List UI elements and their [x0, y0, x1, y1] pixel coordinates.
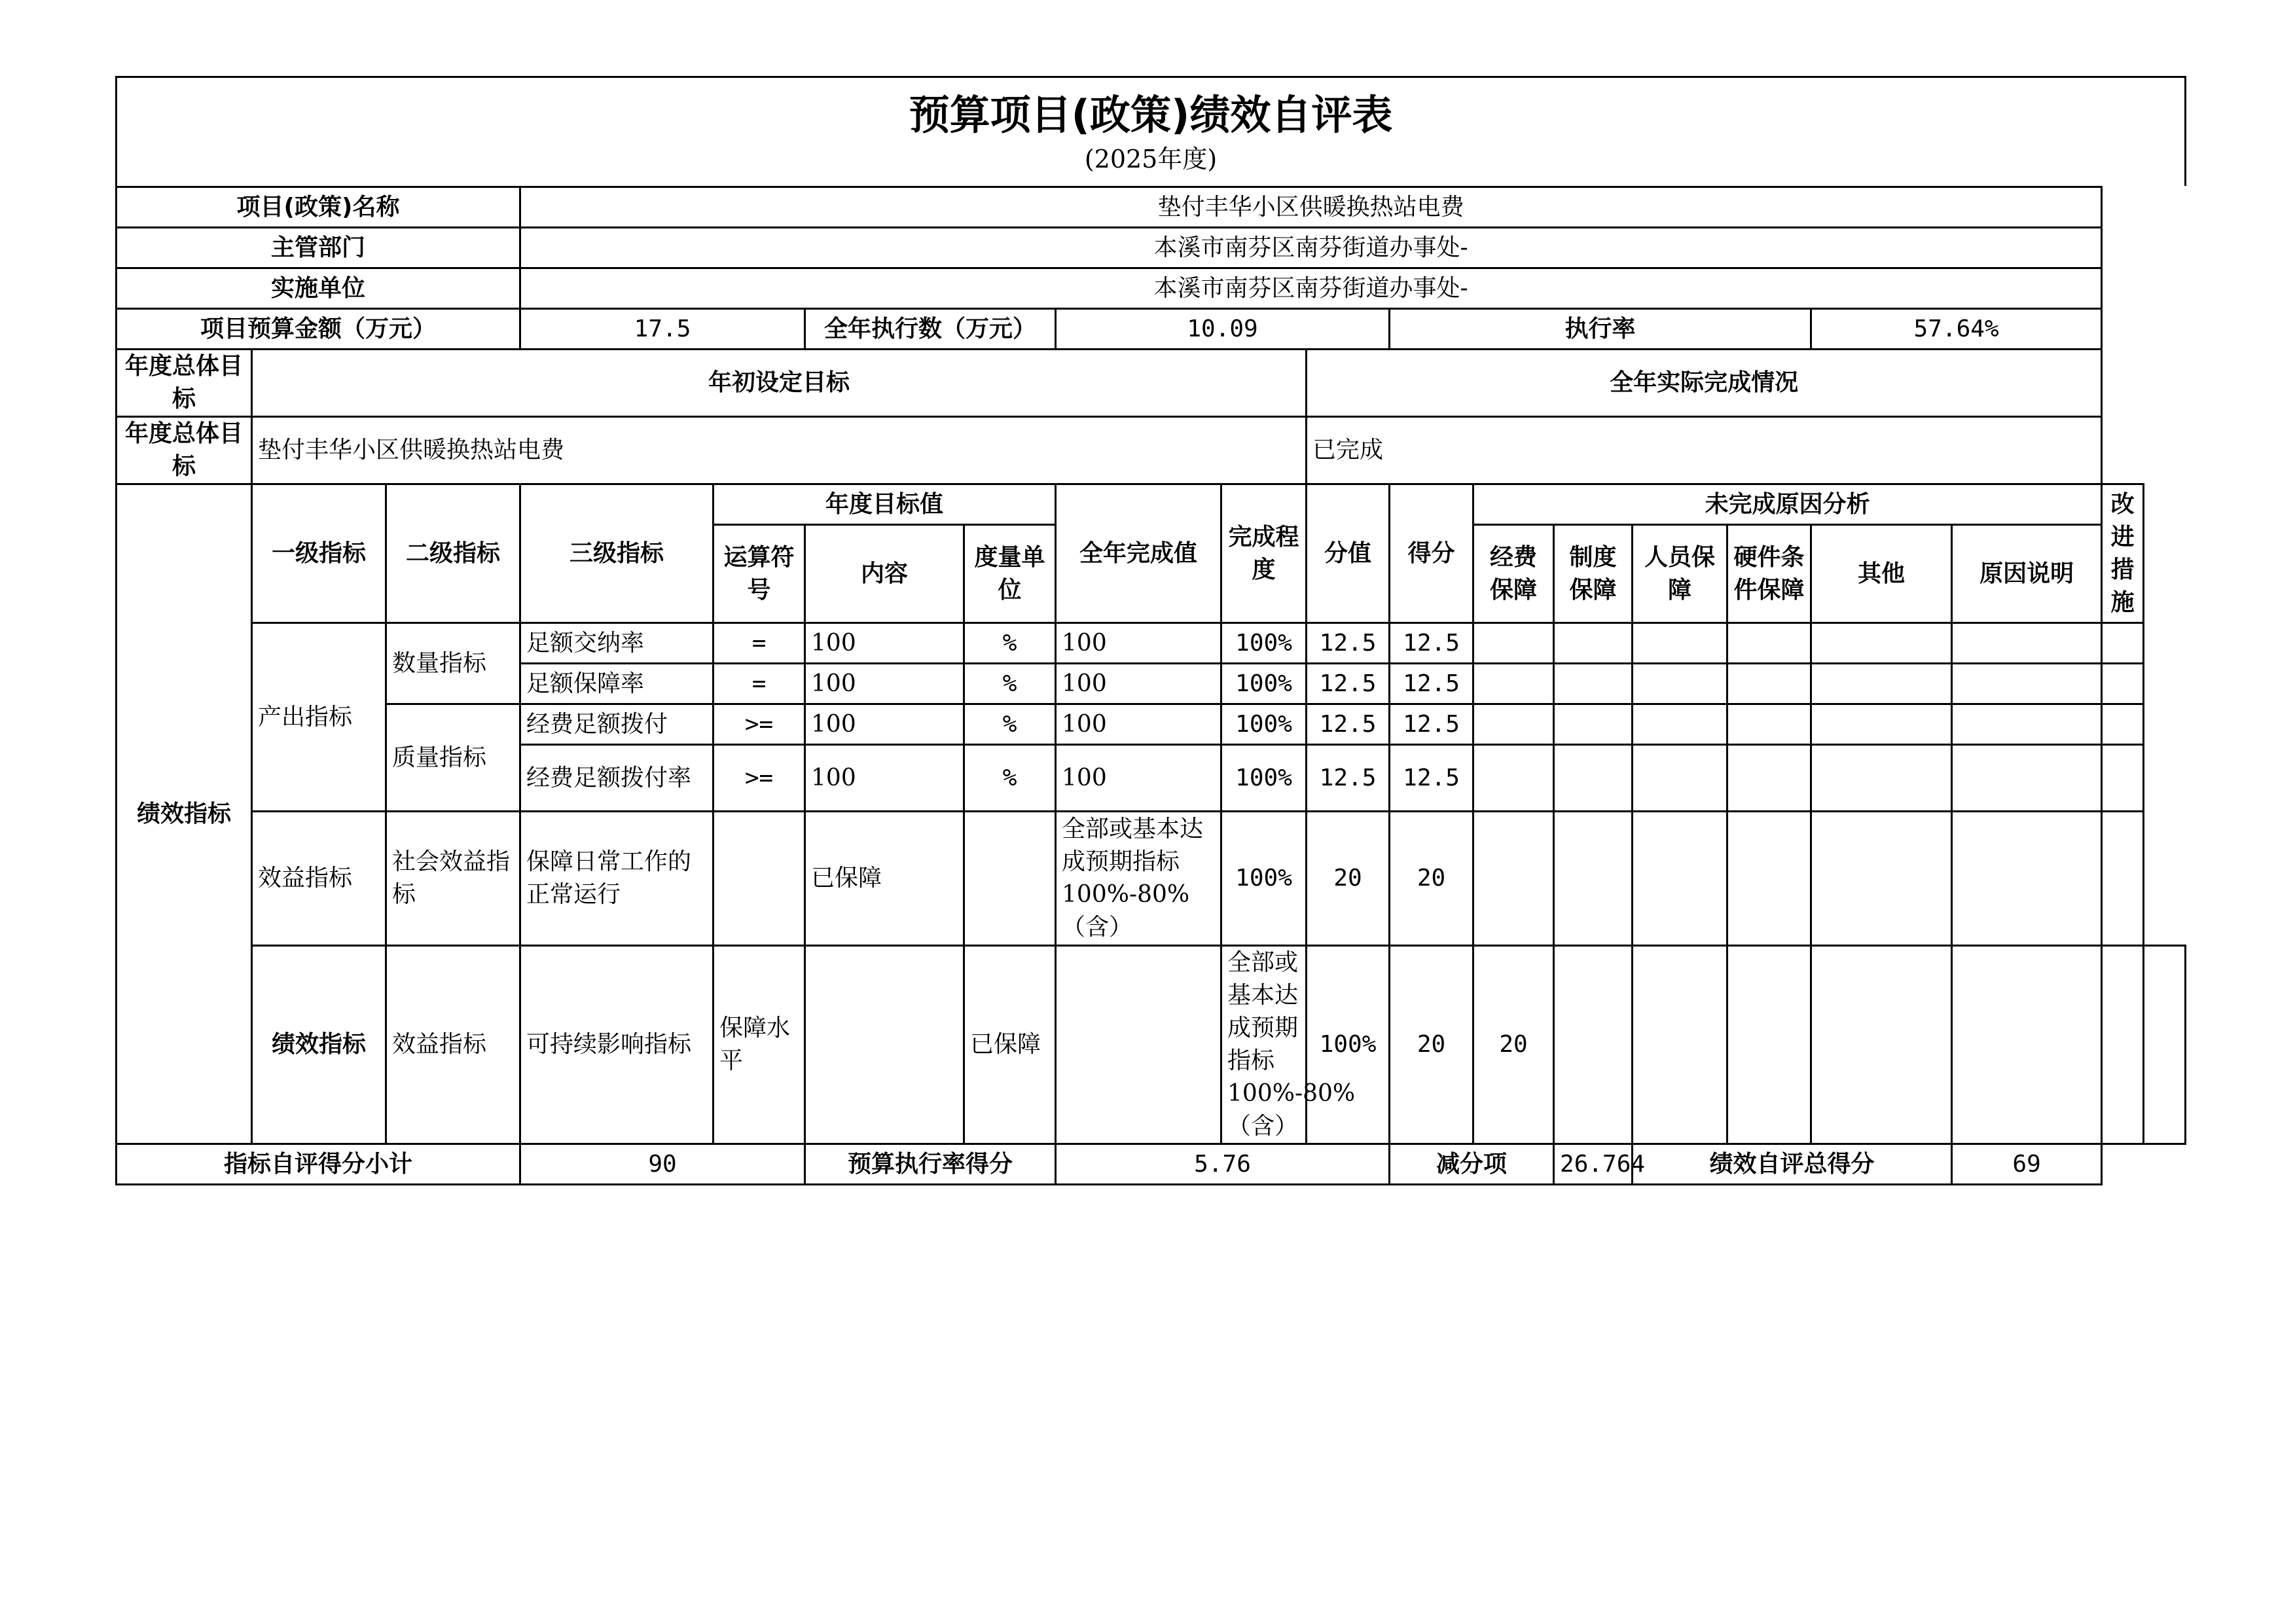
empty-cell	[1811, 812, 1952, 946]
level3-cell: 足额保障率	[520, 664, 714, 704]
score-value-cell: 12.5	[1307, 745, 1390, 812]
content-cell: 100	[805, 623, 964, 664]
actual-completion-header: 全年实际完成情况	[1307, 350, 2102, 417]
empty-cell	[1473, 664, 1554, 704]
empty-cell	[1473, 704, 1554, 745]
empty-cell	[1554, 623, 1633, 664]
hardware-header: 硬件条件保障	[1727, 525, 1811, 623]
summary-row	[117, 1144, 2186, 1185]
social-indicator: 社会效益指标	[386, 812, 520, 946]
evaluation-table	[115, 186, 2186, 1185]
goal-header-row	[117, 350, 2186, 417]
deduction-label: 减分项	[1390, 1144, 1554, 1185]
annual-value-cell: 全部或基本达成预期指标100%-80%（含）	[1221, 946, 1307, 1144]
score-cell: 20	[1473, 946, 1554, 1144]
operator-cell	[714, 812, 805, 946]
score-cell: 20	[1390, 812, 1473, 946]
score-cell: 12.5	[1390, 664, 1473, 704]
actual-completion-text: 已完成	[1307, 417, 2102, 484]
empty-cell	[1554, 812, 1633, 946]
perf-indicator-label: 绩效指标	[117, 484, 252, 1144]
total-score-value: 69	[1952, 1144, 2102, 1185]
system-header: 制度保障	[1554, 525, 1633, 623]
operator-cell	[805, 946, 964, 1144]
empty-cell	[1952, 812, 2102, 946]
subtotal-label: 指标自评得分小计	[117, 1144, 520, 1185]
empty-cell	[2144, 946, 2186, 1144]
empty-cell	[2102, 946, 2144, 1144]
empty-cell	[1811, 946, 1952, 1144]
operator-cell: =	[714, 664, 805, 704]
impl-unit-row	[117, 268, 2186, 309]
project-name-row	[117, 187, 2186, 228]
empty-cell	[1952, 664, 2102, 704]
level1-header: 一级指标	[252, 484, 386, 623]
annual-goal-label-2: 年度总体目标	[117, 417, 252, 484]
empty-cell	[2102, 704, 2144, 745]
operator-cell: >=	[714, 745, 805, 812]
empty-cell	[1811, 745, 1952, 812]
empty-cell	[1633, 946, 1727, 1144]
goal-content-row	[117, 417, 2186, 484]
unit-cell: %	[964, 704, 1056, 745]
benefit-indicator-2: 效益指标	[386, 946, 520, 1144]
score-cell: 12.5	[1390, 623, 1473, 664]
empty-cell	[2102, 623, 2144, 664]
unit-cell: %	[964, 664, 1056, 704]
personnel-header: 人员保障	[1633, 525, 1727, 623]
content-cell: 已保障	[805, 812, 964, 946]
table-row	[117, 704, 2186, 745]
empty-cell	[1633, 745, 1727, 812]
table-row	[117, 623, 2186, 664]
annual-value-cell: 100	[1056, 704, 1221, 745]
annual-value-cell: 100	[1056, 623, 1221, 664]
content-cell: 100	[805, 704, 964, 745]
empty-cell	[1554, 745, 1633, 812]
score-value-header: 分值	[1307, 484, 1390, 623]
content-header: 内容	[805, 525, 964, 623]
level3-cell: 足额交纳率	[520, 623, 714, 664]
budget-score-label: 预算执行率得分	[805, 1144, 1056, 1185]
empty-cell	[1554, 946, 1633, 1144]
empty-cell	[2102, 812, 2144, 946]
empty-cell	[1633, 664, 1727, 704]
table-row	[117, 946, 2186, 1144]
level3-cell: 经费足额拨付率	[520, 745, 714, 812]
degree-cell: 100%	[1307, 946, 1390, 1144]
indicator-header-row-1	[117, 484, 2186, 525]
empty-cell	[1952, 745, 2102, 812]
budget-value: 17.5	[520, 309, 805, 350]
annual-exec-value: 10.09	[1056, 309, 1390, 350]
exec-rate-value: 57.64%	[1811, 309, 2102, 350]
title-block	[115, 76, 2186, 186]
annual-value-cell: 全部或基本达成预期指标100%-80%（含）	[1056, 812, 1221, 946]
score-cell: 12.5	[1390, 704, 1473, 745]
score-value-cell: 20	[1390, 946, 1473, 1144]
empty-cell	[1952, 946, 2102, 1144]
annual-value-header: 全年完成值	[1056, 484, 1221, 623]
level2-header: 二级指标	[386, 484, 520, 623]
empty-cell	[1554, 664, 1633, 704]
annual-target-header: 年度目标值	[714, 484, 1056, 525]
score-value-cell: 20	[1307, 812, 1390, 946]
unit-cell	[1056, 946, 1221, 1144]
project-name-label: 项目(政策)名称	[117, 187, 520, 228]
score-cell: 12.5	[1390, 745, 1473, 812]
budget-label: 项目预算金额（万元）	[117, 309, 520, 350]
empty-cell	[1727, 745, 1811, 812]
degree-cell: 100%	[1221, 812, 1307, 946]
degree-cell: 100%	[1221, 623, 1307, 664]
empty-cell	[1811, 704, 1952, 745]
operator-cell: =	[714, 623, 805, 664]
unit-cell	[964, 812, 1056, 946]
page-subtitle: (2025年度)	[1084, 145, 1218, 173]
initial-goal-text: 垫付丰华小区供暖换热站电费	[252, 417, 1307, 484]
empty-cell	[1633, 704, 1727, 745]
empty-cell	[1727, 812, 1811, 946]
score-header: 得分	[1390, 484, 1473, 623]
degree-header: 完成程度	[1221, 484, 1307, 623]
empty-cell	[1473, 812, 1554, 946]
unit-header: 度量单位	[964, 525, 1056, 623]
budget-score-value: 5.76	[1056, 1144, 1390, 1185]
content-cell: 100	[805, 664, 964, 704]
table-row	[117, 812, 2186, 946]
page-title: 预算项目(政策)绩效自评表	[909, 91, 1393, 139]
reason-analysis-header: 未完成原因分析	[1473, 484, 2102, 525]
score-value-cell: 12.5	[1307, 704, 1390, 745]
content-cell: 100	[805, 745, 964, 812]
sustain-indicator: 可持续影响指标	[520, 946, 714, 1144]
empty-cell	[1811, 664, 1952, 704]
level3-cell: 保障日常工作的正常运行	[520, 812, 714, 946]
level3-cell: 保障水平	[714, 946, 805, 1144]
empty-cell	[1952, 704, 2102, 745]
annual-value-cell: 100	[1056, 664, 1221, 704]
quality-indicator: 质量指标	[386, 704, 520, 812]
reason-desc-header: 原因说明	[1952, 525, 2102, 623]
empty-cell	[1727, 946, 1811, 1144]
unit-cell: %	[964, 745, 1056, 812]
impl-unit-label: 实施单位	[117, 268, 520, 309]
empty-cell	[1473, 623, 1554, 664]
unit-cell: %	[964, 623, 1056, 664]
empty-cell	[1633, 623, 1727, 664]
score-value-cell: 12.5	[1307, 623, 1390, 664]
quantity-indicator: 数量指标	[386, 623, 520, 704]
operator-header: 运算符号	[714, 525, 805, 623]
annual-exec-label: 全年执行数（万元）	[805, 309, 1056, 350]
empty-cell	[1554, 704, 1633, 745]
evaluation-sheet	[115, 76, 2186, 1185]
dept-row	[117, 228, 2186, 268]
content-cell: 已保障	[964, 946, 1056, 1144]
empty-cell	[1633, 812, 1727, 946]
annual-value-cell: 100	[1056, 745, 1221, 812]
dept-label: 主管部门	[117, 228, 520, 268]
degree-cell: 100%	[1221, 664, 1307, 704]
dept-value: 本溪市南芬区南芬街道办事处-	[520, 228, 2102, 268]
annual-goal-label: 年度总体目标	[117, 350, 252, 417]
perf-indicator-label-2: 绩效指标	[252, 946, 386, 1144]
empty-cell	[2102, 664, 2144, 704]
other-header: 其他	[1811, 525, 1952, 623]
exec-rate-label: 执行率	[1390, 309, 1811, 350]
total-score-label: 绩效自评总得分	[1633, 1144, 1952, 1185]
empty-cell	[1727, 704, 1811, 745]
deduction-value: 26.764	[1554, 1144, 1633, 1185]
project-name-value: 垫付丰华小区供暖换热站电费	[520, 187, 2102, 228]
improve-header: 改进措施	[2102, 484, 2144, 623]
level3-cell: 经费足额拨付	[520, 704, 714, 745]
budget-row	[117, 309, 2186, 350]
subtotal-value: 90	[520, 1144, 805, 1185]
empty-cell	[1727, 623, 1811, 664]
empty-cell	[1952, 623, 2102, 664]
empty-cell	[1811, 623, 1952, 664]
benefit-indicator: 效益指标	[252, 812, 386, 946]
score-value-cell: 12.5	[1307, 664, 1390, 704]
degree-cell: 100%	[1221, 704, 1307, 745]
initial-goal-header: 年初设定目标	[252, 350, 1307, 417]
empty-cell	[2102, 745, 2144, 812]
output-indicator: 产出指标	[252, 623, 386, 812]
operator-cell: >=	[714, 704, 805, 745]
empty-cell	[1473, 745, 1554, 812]
level3-header: 三级指标	[520, 484, 714, 623]
funds-header: 经费保障	[1473, 525, 1554, 623]
degree-cell: 100%	[1221, 745, 1307, 812]
impl-unit-value: 本溪市南芬区南芬街道办事处-	[520, 268, 2102, 309]
empty-cell	[1727, 664, 1811, 704]
